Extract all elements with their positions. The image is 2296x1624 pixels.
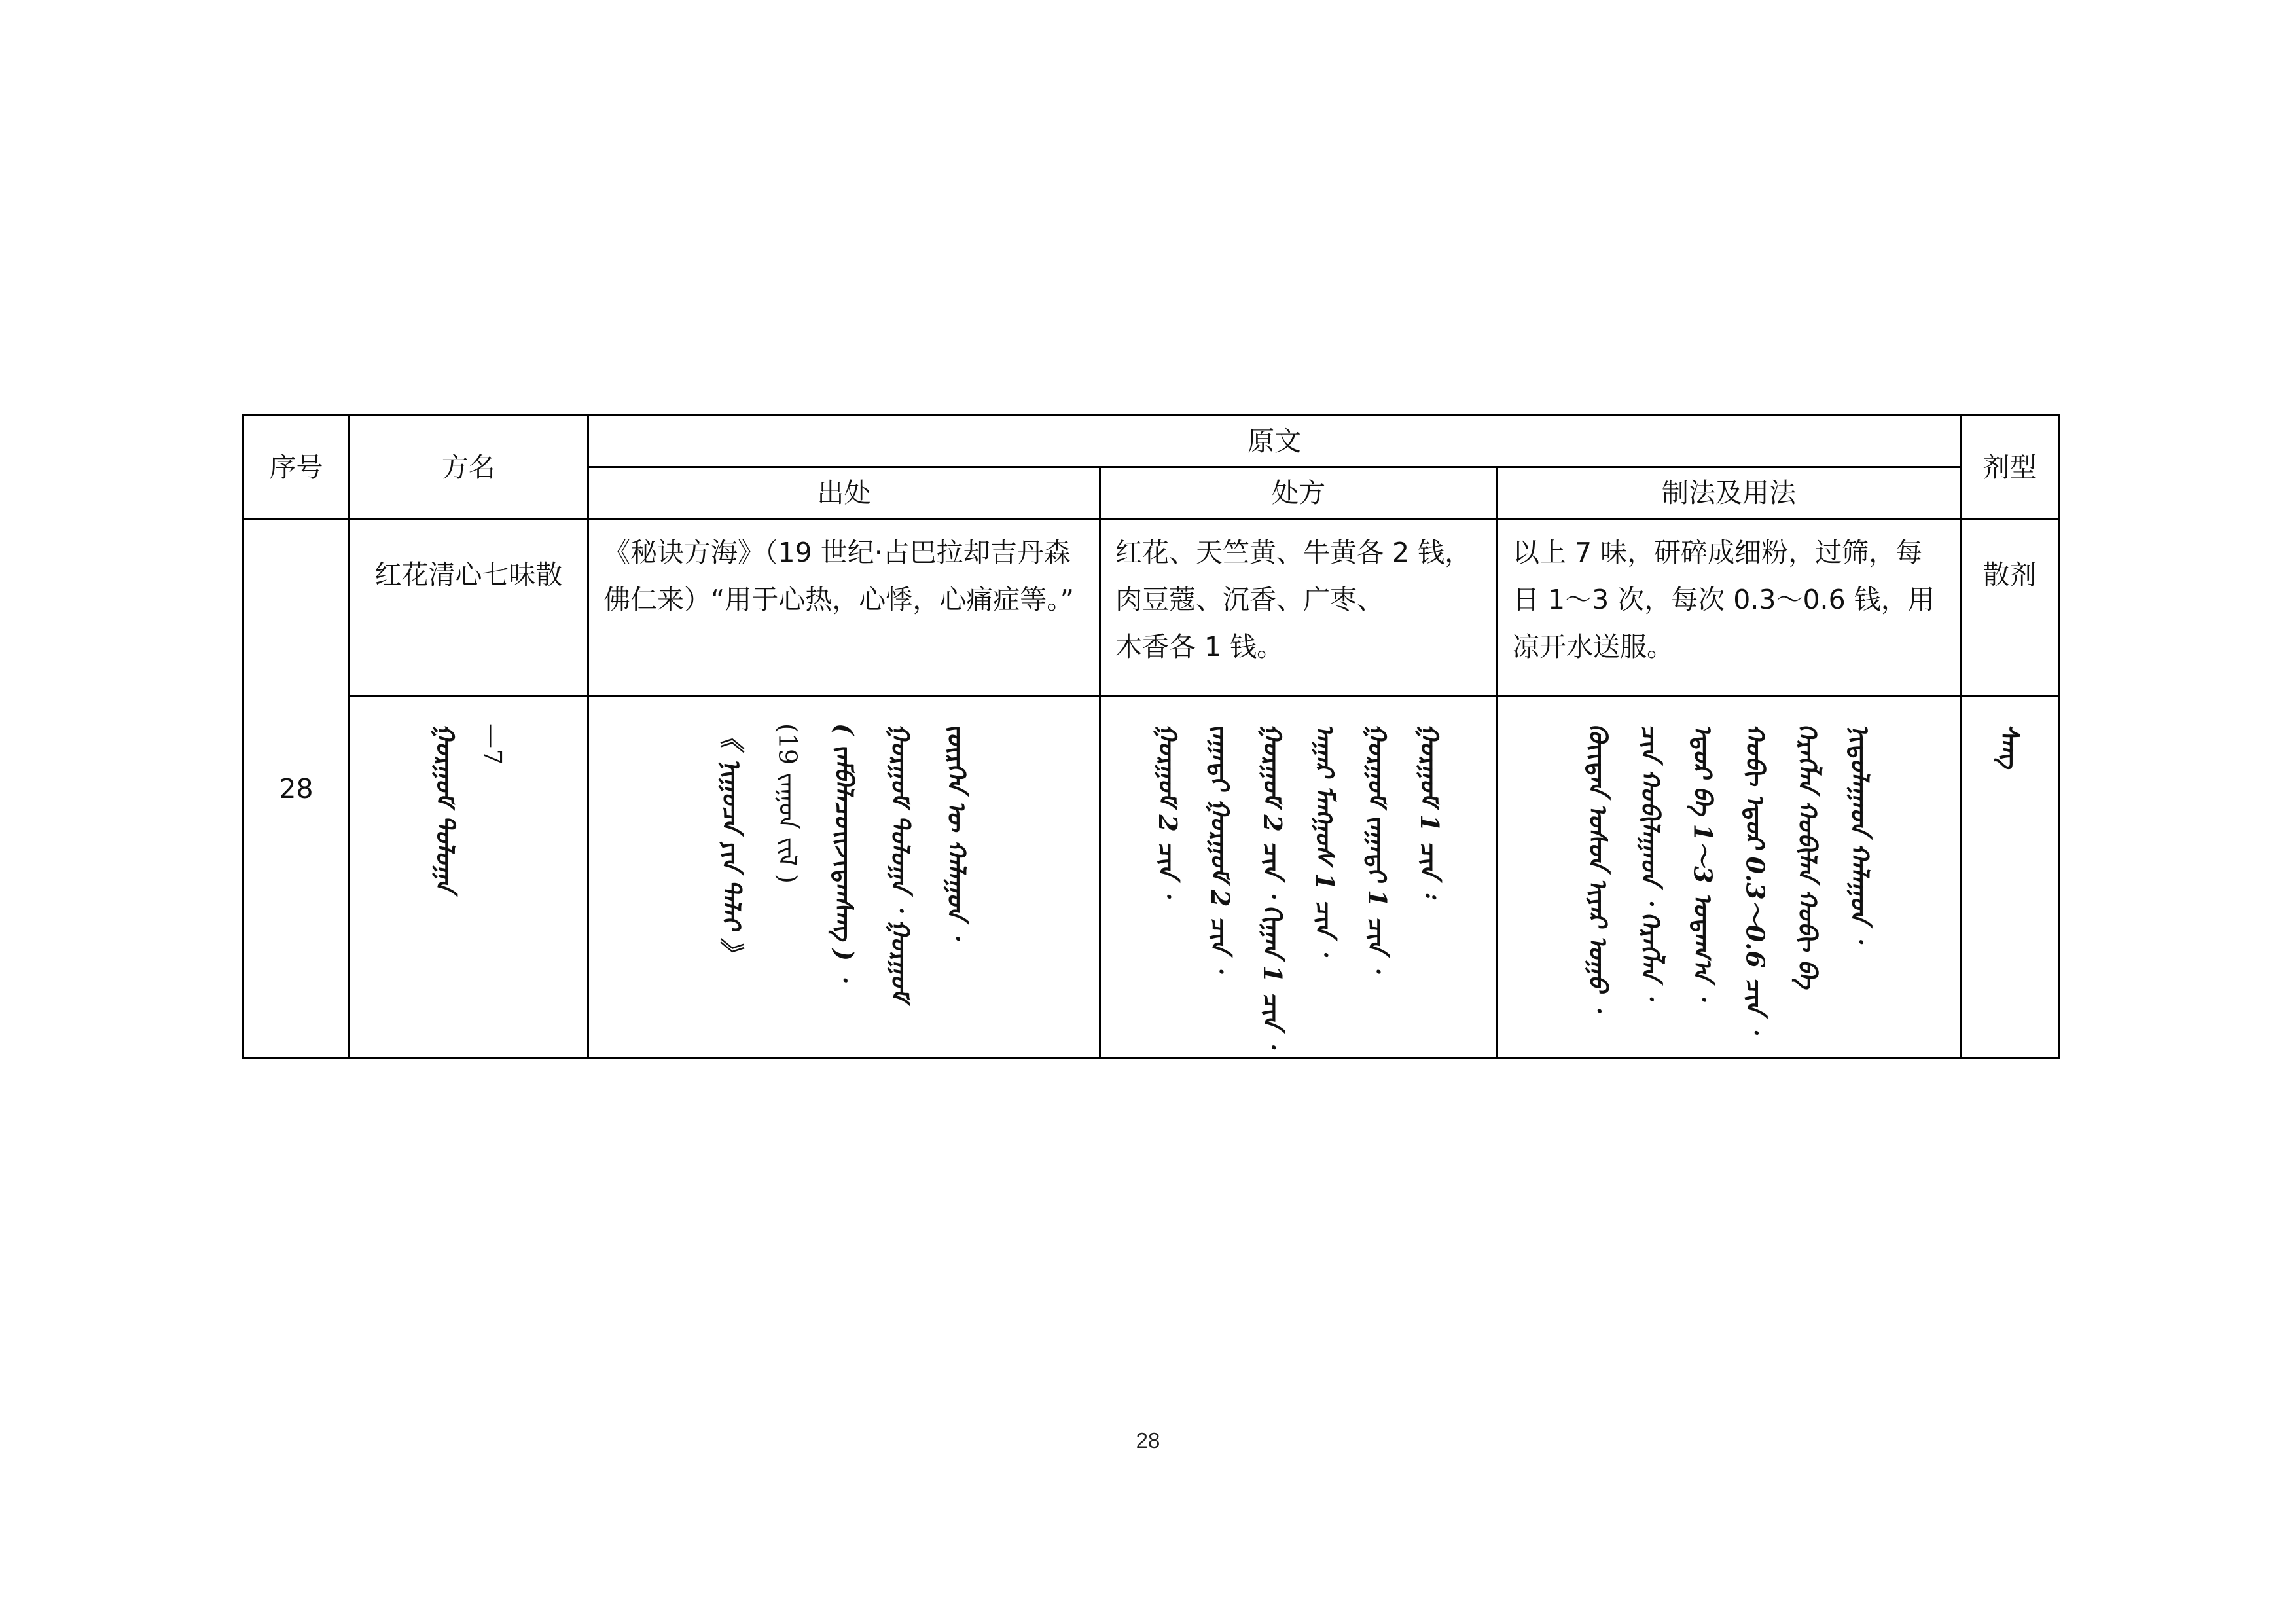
mongolian-text: ᠴᠢᠨ ᠬᠤᠪᠢᠯᠠᠭᠠᠳ ᠂ ᠬᠡᠷᠡᠭᠯᠡᠨ ᠂ xyxy=(1636,723,1666,999)
header-dosage-form: 剂型 xyxy=(1961,416,2059,519)
mongolian-text: ᠭᠤᠷᠭᠤᠮ 1 ᠴᠢᠨ ᠄ xyxy=(1415,723,1444,896)
mongolian-text: 《 ᠨᠢᠭᠤᠴᠠ ᠶᠢᠨ ᠳᠠᠯᠠᠢ 》 xyxy=(717,723,747,964)
header-source: 出处 xyxy=(588,467,1100,519)
page-number: 28 xyxy=(1136,1428,1160,1453)
dosage-form-cn: 散剂 xyxy=(1961,519,2059,696)
mongolian-text: ᠡᠳᠦᠷ ᠪᠡ 1～3 ᠤᠳᠠᠭ᠎ᠠ ᠂ xyxy=(1688,723,1718,1000)
formula-name-mn xyxy=(350,696,588,1058)
prescription-mn xyxy=(1100,696,1498,1058)
formula-name-cn: 红花清心七味散 xyxy=(350,519,588,696)
mongolian-text: —7 xyxy=(478,723,507,766)
formula-table xyxy=(242,414,2060,1059)
header-name: 方名 xyxy=(350,416,588,519)
mongolian-text: ᠰᠠᠩ xyxy=(1995,723,2025,768)
header-original-text: 原文 xyxy=(588,416,1961,467)
mongolian-text: ᠭᠤᠷᠭᠤᠮ 2 ᠴᠢᠨ ᠂ ᠭᠢᠭᠠᠨ 1 ᠴᠢᠨ ᠂ xyxy=(1258,723,1287,1047)
mongolian-text: ᠭᠤᠷᠭᠤᠮ ᠳᠤᠯᠤᠭᠠ xyxy=(431,723,460,892)
header-prescription: 处方 xyxy=(1100,467,1498,519)
mongolian-text: ᠬᠤᠪᠢ ᠡᠳᠦᠷ 0.3～0.6 ᠴᠢᠨ ᠂ xyxy=(1740,723,1770,1032)
mongolian-text: ᠭᠤᠷᠭᠤᠮ 2 ᠴᠢᠨ ᠂ xyxy=(1153,723,1183,896)
mongolian-text: ᠬᠦᠢᠲᠡᠨ ᠤᠰᠤᠨ ᠢᠶᠡᠷ ᠤᠭᠤ ᠂ xyxy=(1583,723,1613,1011)
mongolian-text: (19 ᠵᠠᠭᠤᠨ ᠵᠢᠯ ) xyxy=(773,723,802,884)
source-cn: 《秘诀方海》（19 世纪·占巴拉却吉丹森佛仁来）“用于心热，心悸，心痛症等。” xyxy=(588,519,1100,696)
mongolian-text: ᠵᠠᠭᠠᠳᠢ ᠭᠤᠷᠭᠤᠮ 2 ᠴᠢᠨ ᠂ xyxy=(1206,723,1235,971)
mongolian-text: ᠵᠦᠷᠬᠡᠨ ᠦ ᠬᠠᠯᠠᠭᠤᠨ ᠂ xyxy=(942,723,972,939)
method-cn: 以上 7 味，研碎成细粉，过筛，每日 1～3 次，每次 0.3～0.6 钱，用凉开水送服。 xyxy=(1498,519,1961,696)
prescription-line: 肉豆蔻、沉香、广枣、 xyxy=(1115,584,1384,615)
source-mn xyxy=(588,696,1100,1058)
header-row-1 xyxy=(243,416,2059,467)
method-mn xyxy=(1498,696,1961,1058)
header-method-usage: 制法及用法 xyxy=(1498,467,1961,519)
data-row-mn xyxy=(243,696,2059,1058)
mongolian-text: ( ᠵᠠᠮᠪᠠᠯᠠᠴᠣᠢᠵᠢᠳᠠᠨᠰᠠᠩ ) ᠂ xyxy=(829,723,859,980)
mongolian-text: ᠨᠢᠳᠤᠯᠠᠭᠠᠳ ᠬᠠᠯᠠᠭᠤᠨ ᠂ xyxy=(1845,723,1875,942)
dosage-form-mn xyxy=(1961,696,2059,1058)
mongolian-text: ᠠᠭᠠᠷ ᠮᠠᠩᠭᠤᠰ 1 ᠴᠢᠨ ᠂ xyxy=(1310,723,1340,954)
header-seq: 序号 xyxy=(243,416,350,519)
row-seq: 28 xyxy=(243,519,350,1058)
data-row-cn xyxy=(243,519,2059,696)
mongolian-text: ᠬᠡᠷᠡᠭᠯᠡᠨ ᠬᠤᠪᠢᠯᠠᠨ ᠬᠤᠪᠢ ᠪᠡ xyxy=(1793,723,1823,989)
prescription-line: 木香各 1 钱。 xyxy=(1115,631,1284,662)
prescription-cn xyxy=(1100,519,1498,696)
prescription-line: 红花、天竺黄、牛黄各 2 钱， xyxy=(1115,537,1472,568)
mongolian-text: ᠭᠤᠷᠭᠤᠮ ᠵᠠᠭᠠᠳᠢ 1 ᠴᠢᠨ ᠂ xyxy=(1363,723,1392,971)
mongolian-text: ᠭᠤᠷᠭᠤᠮ ᠳᠤᠯᠤᠭᠠ ᠂ ᠭᠤᠷᠭᠤᠮ xyxy=(886,723,916,1001)
